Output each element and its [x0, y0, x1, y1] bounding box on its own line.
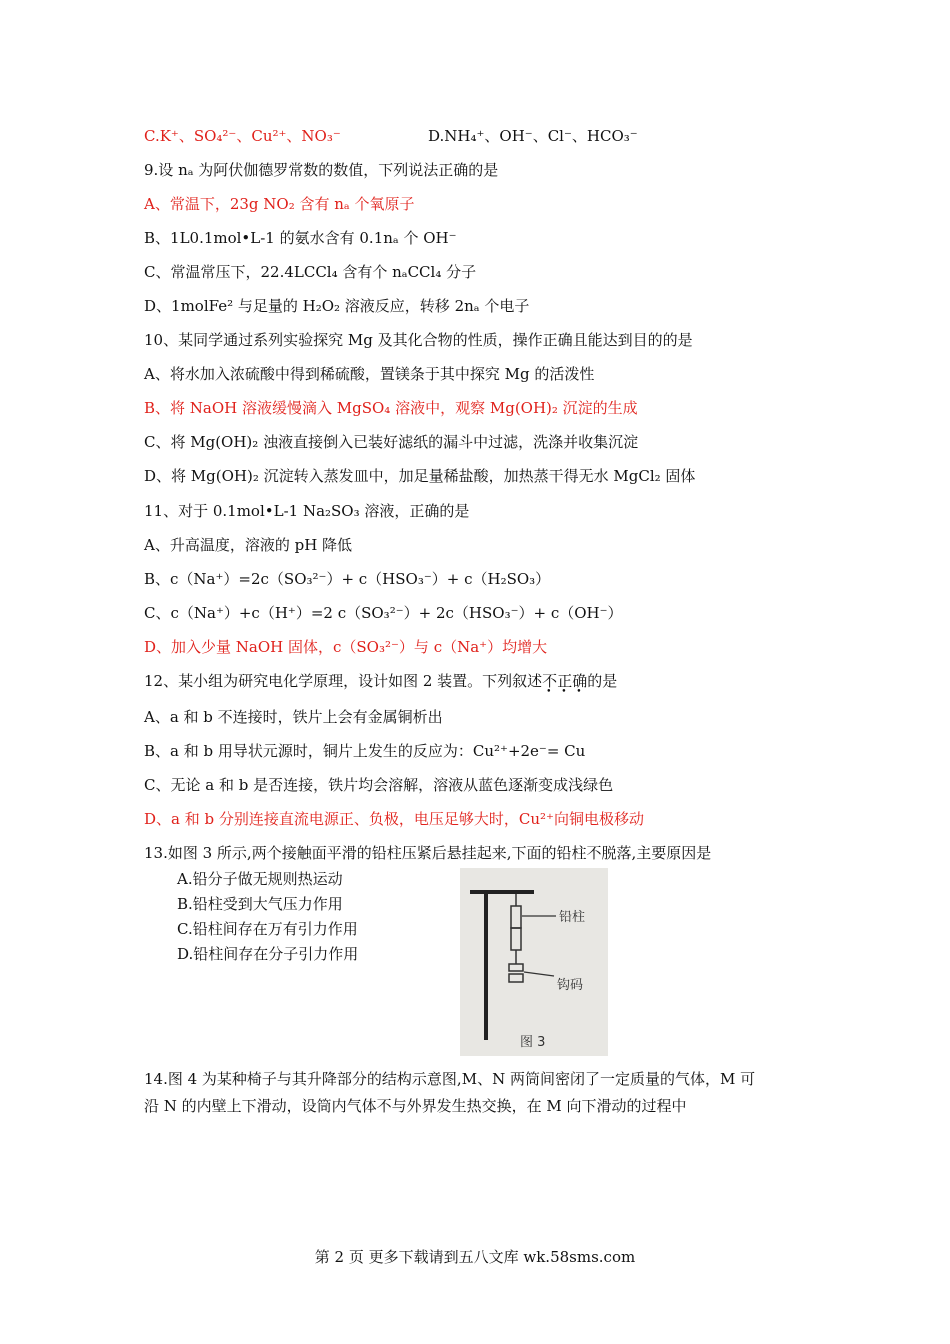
q9-option-d: D、1molFe² 与足量的 H₂O₂ 溶液反应，转移 2nₐ 个电子 — [144, 297, 530, 315]
q13-option-b: B.铅柱受到大气压力作用 — [177, 895, 343, 913]
stand-pole — [484, 890, 488, 1040]
q12-emphasis-2: 正 — [557, 672, 573, 690]
q12-option-c: C、无论 a 和 b 是否连接，铁片均会溶解，溶液从蓝色逐渐变成浅绿色 — [144, 776, 614, 794]
stand-arm — [470, 890, 534, 894]
q12-option-a: A、a 和 b 不连接时，铁片上会有金属铜析出 — [144, 708, 443, 726]
q13-option-d: D.铅柱间存在分子引力作用 — [177, 945, 359, 963]
label-weight: 钩码 — [557, 978, 584, 993]
q12-stem — [144, 671, 617, 691]
q8-option-c: C.K⁺、SO₄²⁻、Cu²⁺、NO₃⁻ — [144, 127, 341, 145]
label-lead: 铅柱 — [559, 910, 586, 925]
weight-upper — [509, 964, 523, 971]
figure-3-lead-cylinders — [460, 868, 608, 1056]
q9-option-b: B、1L0.1mol•L-1 的氨水含有 0.1nₐ 个 OH⁻ — [144, 229, 457, 247]
q13-option-c: C.铅柱间存在万有引力作用 — [177, 920, 358, 938]
q14-line-1: 14.图 4 为某种椅子与其升降部分的结构示意图,M、N 两筒间密闭了一定质量的气体，M 可 — [144, 1070, 756, 1088]
q12-option-b: B、a 和 b 用导状元源时，铜片上发生的反应为：Cu²⁺+2e⁻= Cu — [144, 742, 586, 760]
q10-option-d: D、将 Mg(OH)₂ 沉淀转入蒸发皿中，加足量稀盐酸，加热蒸干得无水 MgCl₂ 固体 — [144, 467, 696, 485]
q10-option-b: B、将 NaOH 溶液缓慢滴入 MgSO₄ 溶液中，观察 Mg(OH)₂ 沉淀的生成 — [144, 399, 638, 417]
q11-stem: 11、对于 0.1mol•L-1 Na₂SO₃ 溶液，正确的是 — [144, 502, 470, 520]
q12-option-d: D、a 和 b 分别连接直流电源正、负极，电压足够大时，Cu²⁺向铜电极移动 — [144, 810, 644, 828]
lead-cylinder-diagram — [460, 868, 608, 1056]
q10-option-c: C、将 Mg(OH)₂ 浊液直接倒入已装好滤纸的漏斗中过滤，洗涤并收集沉淀 — [144, 433, 639, 451]
q10-option-a: A、将水加入浓硫酸中得到稀硫酸，置镁条于其中探究 Mg 的活泼性 — [144, 365, 595, 383]
weight-lower — [509, 974, 523, 982]
q12-stem-post: 的是 — [587, 672, 618, 690]
q9-option-c: C、常温常压下，22.4LCCl₄ 含有个 nₐCCl₄ 分子 — [144, 263, 477, 281]
q14-line-2: 沿 N 的内壁上下滑动，设筒内气体不与外界发生热交换，在 M 向下滑动的过程中 — [144, 1097, 687, 1115]
q11-option-c: C、c（Na⁺）+c（H⁺）=2 c（SO₃²⁻）+ 2c（HSO₃⁻）+ c（OH⁻） — [144, 604, 623, 622]
q11-option-d: D、加入少量 NaOH 固体，c（SO₃²⁻）与 c（Na⁺）均增大 — [144, 638, 548, 656]
q13-stem: 13.如图 3 所示,两个接触面平滑的铅柱压紧后悬挂起来,下面的铅柱不脱落,主要原因是 — [144, 844, 712, 862]
q12-emphasis-3: 确 — [572, 672, 588, 690]
q9-option-a: A、常温下，23g NO₂ 含有 nₐ 个氧原子 — [144, 195, 415, 213]
q13-option-a: A.铅分子做无规则热运动 — [177, 870, 343, 888]
lead-cylinder-lower — [511, 928, 521, 950]
q12-emphasis-1: 不 — [542, 672, 558, 690]
q10-stem: 10、某同学通过系列实验探究 Mg 及其化合物的性质，操作正确且能达到目的的是 — [144, 331, 693, 349]
q11-option-a: A、升高温度，溶液的 pH 降低 — [144, 536, 353, 554]
figure-caption: 图 3 — [520, 1035, 546, 1050]
q11-option-b: B、c（Na⁺）=2c（SO₃²⁻）+ c（HSO₃⁻）+ c（H₂SO₃） — [144, 570, 551, 588]
q8-option-d: D.NH₄⁺、OH⁻、Cl⁻、HCO₃⁻ — [428, 127, 638, 145]
page-footer: 第 2 页 更多下载请到五八文库 wk.58sms.com — [314, 1248, 636, 1266]
q9-stem: 9.设 nₐ 为阿伏伽德罗常数的数值，下列说法正确的是 — [144, 161, 499, 179]
lead-cylinder-upper — [511, 906, 521, 928]
pointer-weight — [524, 972, 554, 976]
q12-stem-pre: 12、某小组为研究电化学原理，设计如图 2 装置。下列叙述 — [144, 672, 543, 690]
